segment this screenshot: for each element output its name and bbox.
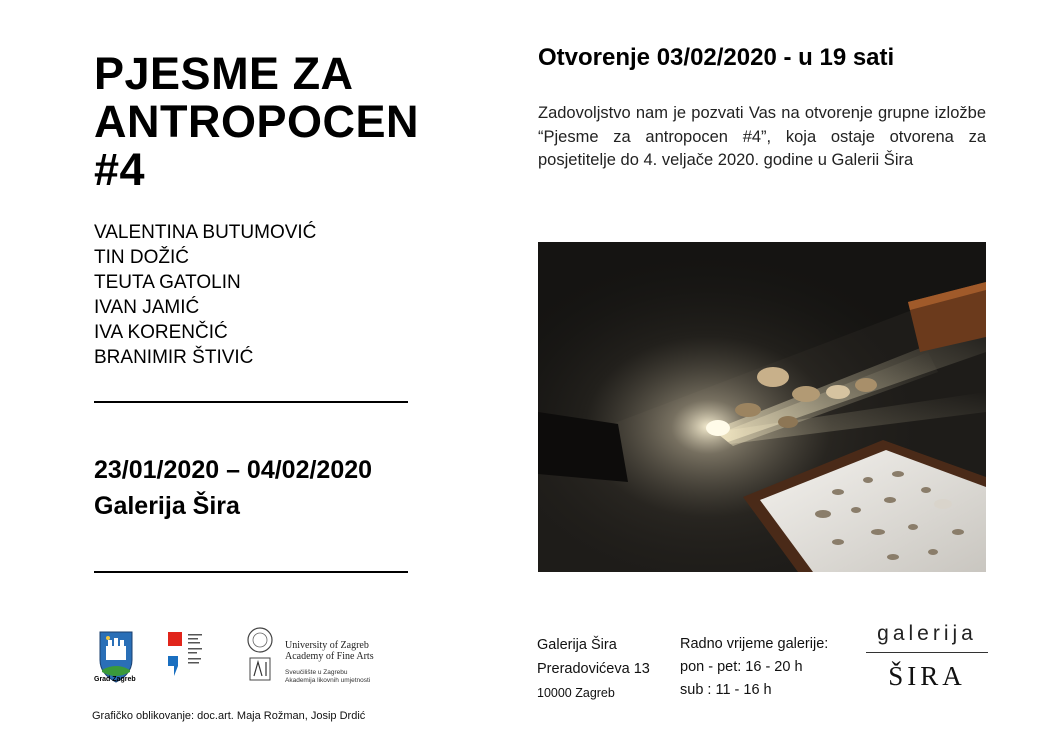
- hours-saturday: sub : 11 - 16 h: [680, 682, 772, 698]
- opening-heading: Otvorenje 03/02/2020 - u 19 sati: [538, 44, 895, 71]
- title-line-1: PJESME ZA: [94, 48, 354, 99]
- university-seal-logo: [248, 628, 272, 680]
- address-city: 10000 Zagreb: [537, 686, 615, 700]
- divider-line: [94, 571, 408, 573]
- artist-name: VALENTINA BUTUMOVIĆ: [94, 222, 317, 243]
- artist-name: TEUTA GATOLIN: [94, 272, 241, 293]
- design-credit: Grafičko oblikovanje: doc.art. Maja Rožman, Josip Drdić: [92, 710, 366, 722]
- university-name: [285, 640, 374, 662]
- exhibition-dates-block: [94, 452, 372, 524]
- artist-list: [94, 220, 316, 370]
- brand-divider: [866, 652, 988, 653]
- intro-paragraph: Zadovoljstvo nam je pozvati Vas na otvorenje grupne izložbe “Pjesme za antropocen #4”, koja ostaje otvorena za posjetitelje do 4. veljače 2020. godine u Galerii Šira: [538, 104, 986, 169]
- sveuciliste-name: [285, 669, 370, 685]
- exhibition-title: [94, 50, 419, 194]
- exhibition-dates: 23/01/2020 – 04/02/2020: [94, 456, 373, 484]
- sveuciliste-line-1: Sveučilište u Zagrebu: [285, 669, 348, 676]
- sveuciliste-line-2: Akademija likovnih umjetnosti: [285, 677, 371, 684]
- address-name: Galerija Šira: [537, 637, 617, 653]
- grad-zagreb-logo: [100, 632, 132, 682]
- brand-top-text: galerija: [877, 622, 977, 645]
- brand-bottom-text: ŠIRA: [888, 661, 966, 691]
- artist-name: BRANIMIR ŠTIVIĆ: [94, 347, 254, 368]
- exhibition-venue: Galerija Šira: [94, 492, 240, 520]
- address-street: Preradovićeva 13: [537, 661, 650, 677]
- galerija-sira-logo: [866, 622, 988, 692]
- artist-name: IVA KORENČIĆ: [94, 322, 228, 343]
- artist-name: TIN DOŽIĆ: [94, 247, 189, 268]
- exhibition-photo-illustration: [538, 242, 986, 572]
- croatia-logo: [168, 632, 202, 676]
- gallery-hours: [680, 633, 828, 702]
- title-line-2: ANTROPOCEN: [94, 96, 420, 147]
- university-line-1: University of Zagreb: [285, 640, 369, 651]
- hours-label: Radno vrijeme galerije:: [680, 636, 829, 652]
- divider-line: [94, 401, 408, 403]
- grad-zagreb-label: Grad Zagreb: [94, 676, 136, 683]
- exhibition-photo: [538, 242, 986, 572]
- hours-weekdays: pon - pet: 16 - 20 h: [680, 659, 803, 675]
- gallery-address: [537, 633, 650, 705]
- title-line-3: #4: [94, 144, 146, 195]
- artist-name: IVAN JAMIĆ: [94, 297, 200, 318]
- university-line-2: Academy of Fine Arts: [285, 651, 374, 662]
